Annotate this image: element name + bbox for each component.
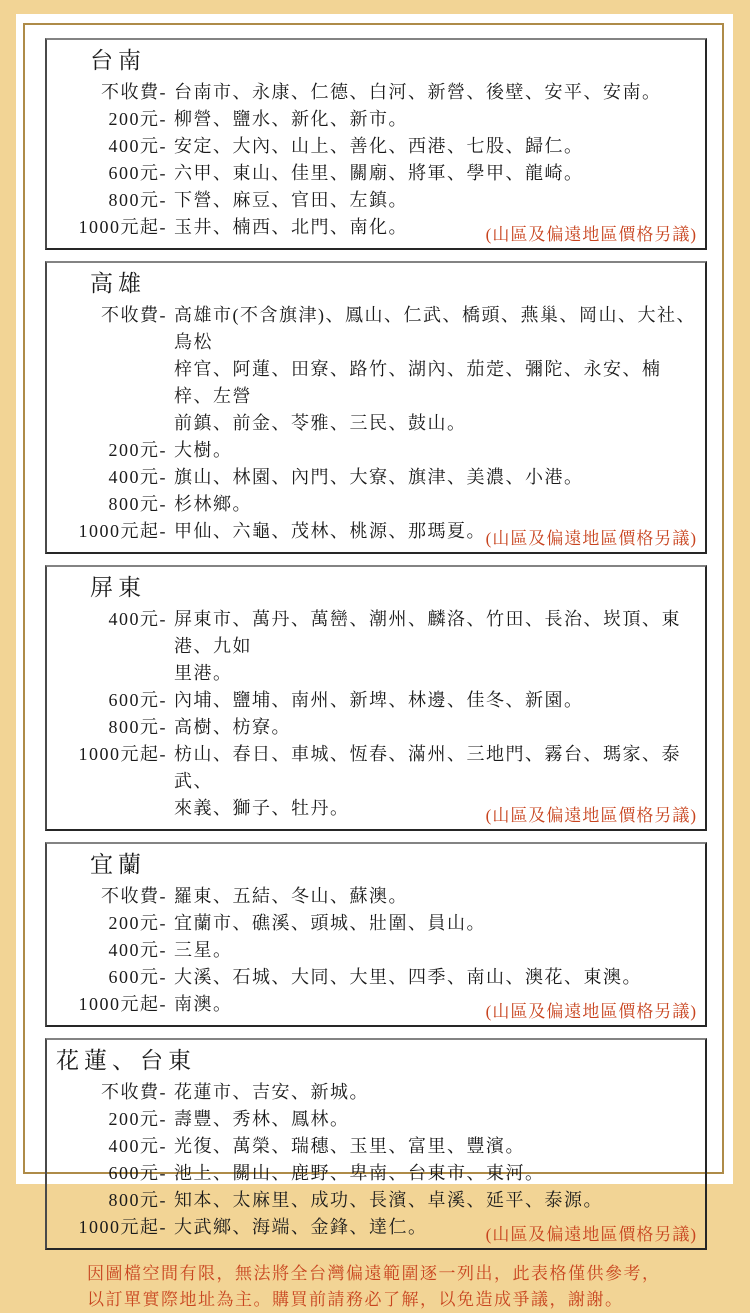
disclaimer-line-2: 以訂單實際地址為主。購買前請務必了解，以免造成爭議，謝謝。: [87, 1290, 624, 1309]
fee-areas: [174, 714, 697, 741]
fee-areas: [174, 491, 697, 518]
disclaimer-line-1: 因圖檔空間有限，無法將全台灣偏遠範圍逐一列出，此表格僅供參考，: [87, 1264, 661, 1283]
fee-row: [47, 883, 697, 910]
fee-row: [47, 491, 697, 518]
fee-areas-line: 高樹、枋寮。: [174, 717, 291, 737]
fee-areas-line: 屏東市、萬丹、萬巒、潮州、麟洛、竹田、長治、崁頂、東港、九如: [174, 609, 681, 656]
fee-label: 1000元起-: [78, 994, 167, 1014]
remote-area-note: (山區及偏遠地區價格另議): [485, 529, 697, 548]
fee-label: 800元-: [108, 494, 167, 514]
fee-label: 1000元起-: [78, 1217, 167, 1237]
fee-areas-line: 南澳。: [174, 994, 233, 1014]
fee-areas-line: 花蓮市、吉安、新城。: [174, 1082, 369, 1102]
fee-areas: [174, 1160, 697, 1187]
fee-label: 不收費-: [101, 82, 167, 102]
fee-areas-line: 知本、太麻里、成功、長濱、卓溪、延平、泰源。: [174, 1190, 603, 1210]
region-section-3: [45, 565, 707, 831]
fee-row: [47, 160, 697, 187]
fee-areas-line: 杉林鄉。: [174, 494, 252, 514]
fee-row: [47, 302, 697, 437]
fee-row: [47, 1187, 697, 1214]
fee-areas: [174, 606, 697, 687]
fee-row: [47, 687, 697, 714]
fee-areas-line: 梓官、阿蓮、田寮、路竹、湖內、茄萣、彌陀、永安、楠梓、左營: [174, 359, 662, 406]
fee-areas: [174, 187, 697, 214]
remote-area-note: (山區及偏遠地區價格另議): [485, 1002, 697, 1021]
fee-row: [47, 910, 697, 937]
fee-areas: [174, 1079, 697, 1106]
region-section-5: [45, 1038, 707, 1250]
fee-areas: [174, 1133, 697, 1160]
region-title: 高雄: [90, 271, 146, 296]
fee-row: [47, 187, 697, 214]
fee-areas-line: 高雄市(不含旗津)、鳳山、仁武、橋頭、燕巢、岡山、大社、鳥松: [174, 305, 696, 352]
fee-label: 不收費-: [101, 886, 167, 906]
fee-label: 400元-: [108, 609, 167, 629]
fee-areas: [174, 133, 697, 160]
remote-area-note: (山區及偏遠地區價格另議): [485, 225, 697, 244]
fee-row: [47, 714, 697, 741]
fee-row: [47, 964, 697, 991]
fee-label: 不收費-: [101, 1082, 167, 1102]
fee-row: [47, 133, 697, 160]
fee-areas: [174, 910, 697, 937]
fee-label: 400元-: [108, 940, 167, 960]
fee-label: 600元-: [108, 967, 167, 987]
fee-areas: [174, 79, 697, 106]
fee-label: 1000元起-: [78, 521, 167, 541]
decorative-gold-frame: [23, 23, 724, 1309]
region-sections: [45, 38, 707, 1250]
fee-areas: [174, 1187, 697, 1214]
remote-area-note: (山區及偏遠地區價格另議): [485, 806, 697, 825]
fee-row: [47, 464, 697, 491]
fee-label: 400元-: [108, 136, 167, 156]
remote-area-note: (山區及偏遠地區價格另議): [485, 1225, 697, 1244]
fee-label: 200元-: [108, 440, 167, 460]
fee-areas-line: 柳營、鹽水、新化、新市。: [174, 109, 408, 129]
fee-areas: [174, 106, 697, 133]
region-title: 宜蘭: [90, 852, 146, 877]
fee-row: [47, 1079, 697, 1106]
fee-label: 1000元起-: [78, 217, 167, 237]
disclaimer: [45, 1261, 707, 1313]
fee-row: [47, 79, 697, 106]
fee-label: 800元-: [108, 1190, 167, 1210]
fee-areas: [174, 302, 697, 437]
fee-areas-line: 大溪、石城、大同、大里、四季、南山、澳花、東澳。: [174, 967, 642, 987]
fee-areas-line: 羅東、五結、冬山、蘇澳。: [174, 886, 408, 906]
fee-areas-line: 安定、大內、山上、善化、西港、七股、歸仁。: [174, 136, 584, 156]
fee-areas-line: 三星。: [174, 940, 233, 960]
fee-areas-line: 台南市、永康、仁德、白河、新營、後壁、安平、安南。: [174, 82, 662, 102]
fee-areas-line: 池上、關山、鹿野、卑南、台東市、東河。: [174, 1163, 545, 1183]
fee-areas-line: 來義、獅子、牡丹。: [174, 798, 350, 818]
fee-areas: [174, 964, 697, 991]
fee-areas-line: 內埔、鹽埔、南州、新埤、林邊、佳冬、新園。: [174, 690, 584, 710]
fee-areas-line: 六甲、東山、佳里、關廟、將軍、學甲、龍崎。: [174, 163, 584, 183]
region-title: 花蓮、台東: [56, 1048, 196, 1073]
fee-label: 400元-: [108, 1136, 167, 1156]
fee-row: [47, 937, 697, 964]
fee-areas-line: 大武鄉、海端、金鋒、達仁。: [174, 1217, 428, 1237]
fee-label: 400元-: [108, 467, 167, 487]
region-title: 台南: [90, 48, 146, 73]
region-section-4: [45, 842, 707, 1027]
fee-label: 不收費-: [101, 305, 167, 325]
fee-row: [47, 437, 697, 464]
fee-row: [47, 606, 697, 687]
fee-areas: [174, 437, 697, 464]
fee-areas-line: 枋山、春日、車城、恆春、滿州、三地門、霧台、瑪家、泰武、: [174, 744, 681, 791]
fee-areas-line: 光復、萬榮、瑞穗、玉里、富里、豐濱。: [174, 1136, 525, 1156]
fee-areas-line: 壽豐、秀林、鳳林。: [174, 1109, 350, 1129]
fee-label: 800元-: [108, 717, 167, 737]
fee-areas: [174, 160, 697, 187]
fee-label: 200元-: [108, 913, 167, 933]
fee-areas-line: 里港。: [174, 663, 233, 683]
fee-areas-line: 前鎮、前金、苓雅、三民、鼓山。: [174, 413, 467, 433]
fee-row: [47, 106, 697, 133]
fee-label: 600元-: [108, 690, 167, 710]
fee-areas: [174, 1106, 697, 1133]
fee-label: 200元-: [108, 1109, 167, 1129]
fee-areas: [174, 464, 697, 491]
region-title: 屏東: [90, 575, 146, 600]
region-section-1: [45, 38, 707, 250]
fee-label: 600元-: [108, 1163, 167, 1183]
fee-label: 200元-: [108, 109, 167, 129]
fee-areas: [174, 937, 697, 964]
fee-row: [47, 1106, 697, 1133]
fee-areas-line: 宜蘭市、礁溪、頭城、壯圍、員山。: [174, 913, 486, 933]
fee-label: 800元-: [108, 190, 167, 210]
fee-areas-line: 甲仙、六龜、茂林、桃源、那瑪夏。: [174, 521, 486, 541]
fee-label: 600元-: [108, 163, 167, 183]
fee-areas-line: 大樹。: [174, 440, 233, 460]
region-section-2: [45, 261, 707, 554]
fee-areas: [174, 687, 697, 714]
fee-areas-line: 玉井、楠西、北門、南化。: [174, 217, 408, 237]
fee-label: 1000元起-: [78, 744, 167, 764]
fee-areas: [174, 883, 697, 910]
paper-sheet: [16, 14, 733, 1309]
fee-row: [47, 1133, 697, 1160]
fee-areas-line: 旗山、林園、內門、大寮、旗津、美濃、小港。: [174, 467, 584, 487]
fee-areas-line: 下營、麻豆、官田、左鎮。: [174, 190, 408, 210]
fee-row: [47, 1160, 697, 1187]
